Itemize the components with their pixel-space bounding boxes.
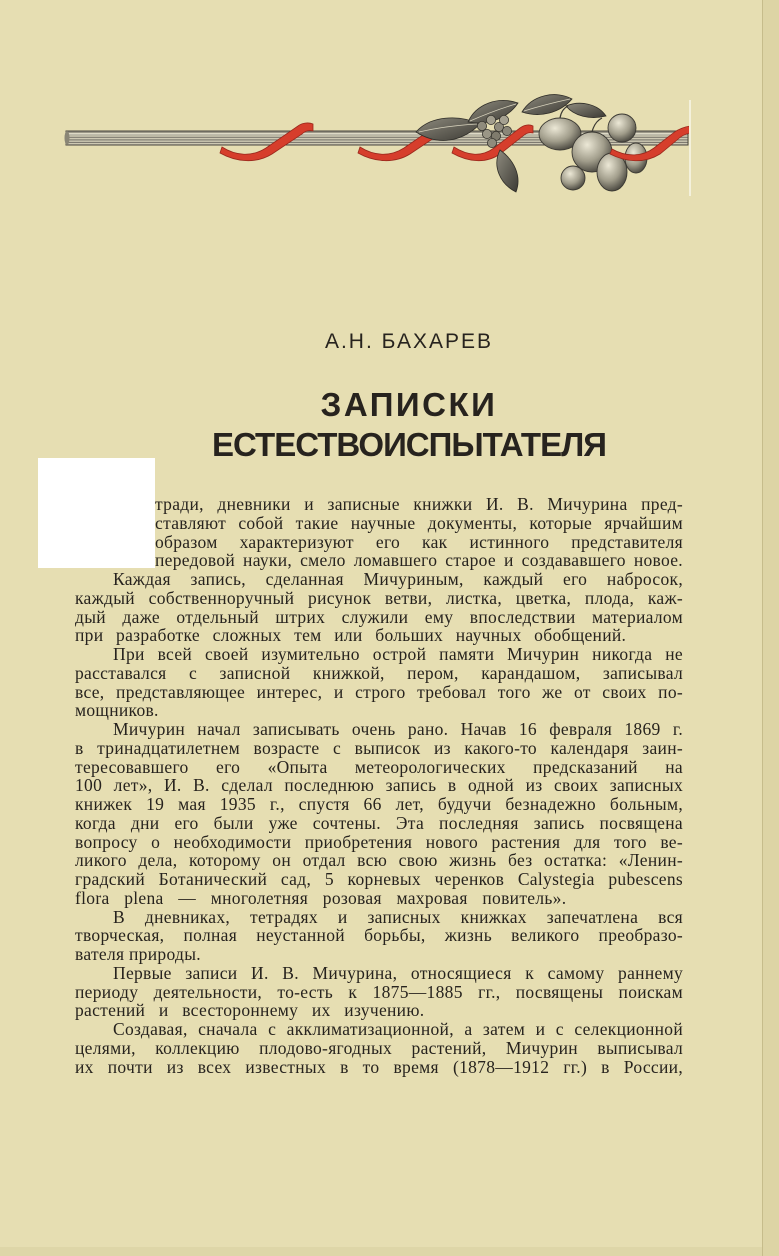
text-line: ставляют собой такие научные документы, которые ярчайшим — [155, 512, 683, 533]
grape — [486, 115, 495, 124]
paragraph-6 — [75, 964, 683, 1020]
text-line: все, представляющее интерес, и строго требовал того же от своих по- — [75, 681, 683, 702]
grape — [499, 115, 508, 124]
fruit-stem — [592, 118, 602, 132]
grape — [482, 129, 491, 138]
grape — [502, 126, 511, 135]
title-line-2: ЕСТЕСТВОИСПЫТАТЕЛЯ — [212, 426, 606, 463]
text-line: расставался с записной книжкой, пером, карандашом, записывал — [75, 662, 683, 683]
body-text — [75, 495, 683, 1076]
text-line: Создавая, сначала с акклиматизационной, а затем и с селекционной — [113, 1019, 683, 1039]
paragraph-4 — [75, 720, 683, 908]
text-line: творческая, полная неустанной борьбы, жизнь великого преобразо- — [75, 925, 683, 946]
blank-patch — [38, 458, 155, 568]
text-line: При всей своей изумительно острой памяти Мичурин никогда не — [113, 644, 683, 664]
text-line: ликого дела, которому он отдал всю свою жизнь без остатка: «Ленин- — [75, 850, 683, 871]
text-line: мощников. — [75, 700, 159, 721]
leaf — [566, 103, 606, 117]
text-line: при разработке сложных тем или больших научных обобщений. — [75, 625, 627, 646]
text-line: целями, коллекцию плодово-ягодных растений, Мичурин выписывал — [75, 1037, 683, 1058]
image-edge-line — [689, 100, 691, 196]
text-line: Мичурин начал записывать очень рано. Начав 16 февраля 1869 г. — [113, 719, 683, 739]
paragraph-5 — [75, 908, 683, 964]
text-line: передовой науки, смело ломавшего старое и создававшего новое. — [155, 550, 683, 571]
fruit-small — [561, 166, 585, 190]
text-line: Каждая запись, сделанная Мичуриным, каждый его набросок, — [113, 569, 683, 589]
page-edge-bottom — [0, 1247, 762, 1256]
text-line: образом характеризуют его как истинного представителя — [155, 531, 683, 552]
text-line: вопросу о необходимости приобретения нового растения для того ве- — [75, 831, 683, 852]
paragraph-3 — [75, 645, 683, 720]
text-line: В дневниках, тетрадях и записных книжках запечатлена вся — [113, 906, 683, 927]
text-line: их почти из всех известных в то время (1878—1912 гг.) в России, — [75, 1056, 683, 1077]
rod-end-cap — [65, 131, 70, 145]
text-line: Первые записи И. В. Мичурина, относящиеся к самому раннему — [113, 962, 683, 983]
text-line: периоду деятельности, то-есть к 1875—1885 гг., посвящены поискам — [75, 981, 683, 1002]
text-line: градский Ботанический сад, 5 корневых черенков Calystegia pubescens — [75, 869, 683, 889]
fruit-apple — [608, 114, 636, 142]
text-line: тради, дневники и записные книжки И. В. Мичурина пред- — [155, 494, 683, 514]
text-line: дый даже отдельный штрих служили ему впоследствии материалом — [75, 606, 683, 627]
title-line-1: ЗАПИСКИ — [320, 386, 498, 423]
ornament — [0, 0, 779, 210]
paragraph-7 — [75, 1020, 683, 1076]
text-line: когда дни его были уже сочтены. Эта последняя запись посвящена — [75, 812, 683, 833]
author-name: А.Н. БАХАРЕВ — [324, 330, 494, 353]
grape — [477, 121, 486, 130]
text-line: каждый собственноручный рисунок ветви, листка, цветка, плода, каж- — [75, 587, 683, 608]
leaf — [497, 150, 518, 192]
paragraph-1 — [155, 495, 683, 570]
grape — [487, 138, 496, 147]
paragraph-2 — [75, 570, 683, 645]
text-line: растений и всестороннему их изучению. — [75, 1000, 425, 1021]
text-line: flora plena — многолетняя розовая махровая повитель». — [75, 887, 567, 908]
text-line: вателя природы. — [75, 944, 201, 964]
text-line: книжек 19 мая 1935 г., спустя 66 лет, будучи безнадежно больным, — [75, 794, 683, 814]
text-line: 100 лет», И. В. сделал последнюю запись в одной из своих записных — [75, 775, 683, 796]
text-line: в тринадцатилетнем возрасте с выписок из какого-то календаря заин- — [75, 737, 683, 758]
text-line: тересовавшего его «Опыта метеорологических предсказаний на — [75, 756, 683, 777]
